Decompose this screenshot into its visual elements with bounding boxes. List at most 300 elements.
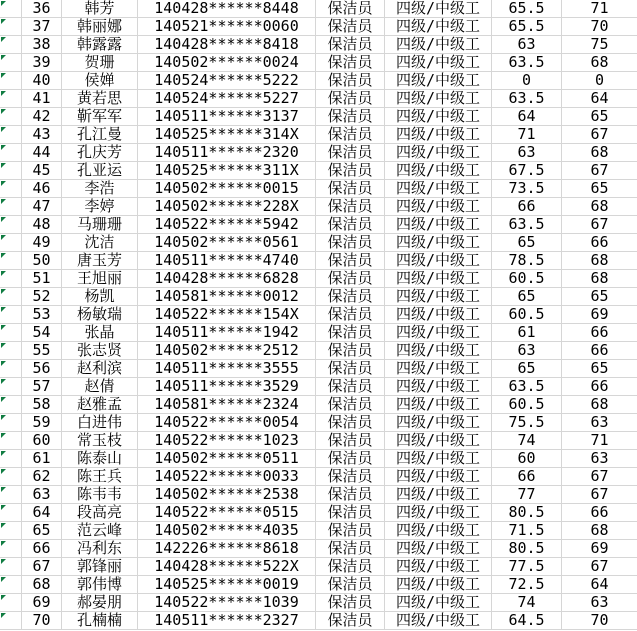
score2-cell[interactable]: 65: [562, 288, 637, 306]
error-indicator-triangle-icon: [1, 433, 6, 438]
score2-cell[interactable]: 63: [562, 450, 637, 468]
score2-cell[interactable]: 68: [562, 54, 637, 72]
name-cell[interactable]: 贺珊: [62, 54, 138, 72]
score1-cell[interactable]: 63: [492, 144, 562, 162]
name-cell[interactable]: 孔庆芳: [62, 144, 138, 162]
flag-cell[interactable]: [0, 216, 22, 234]
row-number-cell[interactable]: 64: [22, 504, 62, 522]
flag-cell[interactable]: [0, 558, 22, 576]
row-number-cell[interactable]: 59: [22, 414, 62, 432]
id-number-cell[interactable]: 140522******1039: [138, 594, 316, 612]
score2-cell[interactable]: 67: [562, 216, 637, 234]
job-title-cell[interactable]: 保洁员: [316, 342, 385, 360]
score2-cell[interactable]: 68: [562, 270, 637, 288]
score1-cell[interactable]: 67.5: [492, 162, 562, 180]
name-cell[interactable]: 黄若思: [62, 90, 138, 108]
name-cell[interactable]: 王旭丽: [62, 270, 138, 288]
row-number-cell[interactable]: 48: [22, 216, 62, 234]
row-number-cell[interactable]: 44: [22, 144, 62, 162]
row-number-cell[interactable]: 37: [22, 18, 62, 36]
score1-cell[interactable]: 77: [492, 486, 562, 504]
name-cell[interactable]: 郝晏朋: [62, 594, 138, 612]
row-number-cell[interactable]: 50: [22, 252, 62, 270]
job-title-cell[interactable]: 保洁员: [316, 450, 385, 468]
score1-cell[interactable]: 65: [492, 360, 562, 378]
id-number-cell[interactable]: 140511******3529: [138, 378, 316, 396]
level-cell[interactable]: 四级/中级工: [385, 180, 492, 198]
level-cell[interactable]: 四级/中级工: [385, 36, 492, 54]
table-row: [0, 414, 637, 432]
id-number-cell[interactable]: 140502******0511: [138, 450, 316, 468]
score1-cell[interactable]: 60.5: [492, 270, 562, 288]
level-cell[interactable]: 四级/中级工: [385, 540, 492, 558]
job-title-cell[interactable]: 保洁员: [316, 288, 385, 306]
table-row: [0, 126, 637, 144]
job-title-cell[interactable]: 保洁员: [316, 378, 385, 396]
score1-cell[interactable]: 65: [492, 288, 562, 306]
id-number-cell[interactable]: 140511******4740: [138, 252, 316, 270]
flag-cell[interactable]: [0, 18, 22, 36]
row-number-cell[interactable]: 55: [22, 342, 62, 360]
score2-cell[interactable]: 68: [562, 396, 637, 414]
level-cell[interactable]: 四级/中级工: [385, 90, 492, 108]
id-number-cell[interactable]: 140511******3137: [138, 108, 316, 126]
job-title-cell[interactable]: 保洁员: [316, 486, 385, 504]
job-title-cell[interactable]: 保洁员: [316, 612, 385, 630]
score2-cell[interactable]: 68: [562, 522, 637, 540]
row-number-cell[interactable]: 53: [22, 306, 62, 324]
id-number-cell[interactable]: 140428******522X: [138, 558, 316, 576]
job-title-cell[interactable]: 保洁员: [316, 198, 385, 216]
flag-cell[interactable]: [0, 0, 22, 18]
name-cell[interactable]: 陈王兵: [62, 468, 138, 486]
row-number-cell[interactable]: 57: [22, 378, 62, 396]
level-cell[interactable]: 四级/中级工: [385, 18, 492, 36]
name-cell[interactable]: 白进伟: [62, 414, 138, 432]
row-number-cell[interactable]: 54: [22, 324, 62, 342]
row-number-cell[interactable]: 39: [22, 54, 62, 72]
name-cell[interactable]: 李婷: [62, 198, 138, 216]
score1-cell[interactable]: 63.5: [492, 216, 562, 234]
score1-cell[interactable]: 63.5: [492, 378, 562, 396]
flag-cell[interactable]: [0, 342, 22, 360]
level-cell[interactable]: 四级/中级工: [385, 594, 492, 612]
row-number-cell[interactable]: 51: [22, 270, 62, 288]
flag-cell[interactable]: [0, 90, 22, 108]
score2-cell[interactable]: 68: [562, 252, 637, 270]
job-title-cell[interactable]: 保洁员: [316, 360, 385, 378]
flag-cell[interactable]: [0, 576, 22, 594]
level-cell[interactable]: 四级/中级工: [385, 72, 492, 90]
score1-cell[interactable]: 64.5: [492, 612, 562, 630]
score1-cell[interactable]: 77.5: [492, 558, 562, 576]
flag-cell[interactable]: [0, 612, 22, 630]
job-title-cell[interactable]: 保洁员: [316, 270, 385, 288]
flag-cell[interactable]: [0, 432, 22, 450]
job-title-cell[interactable]: 保洁员: [316, 324, 385, 342]
id-number-cell[interactable]: 140511******1942: [138, 324, 316, 342]
score2-cell[interactable]: 67: [562, 468, 637, 486]
score2-cell[interactable]: 65: [562, 180, 637, 198]
error-indicator-triangle-icon: [1, 19, 6, 24]
row-number-cell[interactable]: 40: [22, 72, 62, 90]
name-cell[interactable]: 韩露露: [62, 36, 138, 54]
score2-cell[interactable]: 69: [562, 540, 637, 558]
score1-cell[interactable]: 63: [492, 342, 562, 360]
id-number-cell[interactable]: 140428******8448: [138, 0, 316, 18]
score1-cell[interactable]: 61: [492, 324, 562, 342]
name-cell[interactable]: 靳军军: [62, 108, 138, 126]
name-cell[interactable]: 赵利滨: [62, 360, 138, 378]
score2-cell[interactable]: 71: [562, 0, 637, 18]
flag-cell[interactable]: [0, 414, 22, 432]
job-title-cell[interactable]: 保洁员: [316, 54, 385, 72]
flag-cell[interactable]: [0, 396, 22, 414]
row-number-cell[interactable]: 45: [22, 162, 62, 180]
row-number-cell[interactable]: 66: [22, 540, 62, 558]
error-indicator-triangle-icon: [1, 613, 6, 618]
level-cell[interactable]: 四级/中级工: [385, 234, 492, 252]
flag-cell[interactable]: [0, 450, 22, 468]
table-row: [0, 396, 637, 414]
score2-cell[interactable]: 65: [562, 360, 637, 378]
level-cell[interactable]: 四级/中级工: [385, 360, 492, 378]
job-title-cell[interactable]: 保洁员: [316, 18, 385, 36]
id-number-cell[interactable]: 140525******0019: [138, 576, 316, 594]
flag-cell[interactable]: [0, 252, 22, 270]
error-indicator-triangle-icon: [1, 109, 6, 114]
score2-cell[interactable]: 68: [562, 198, 637, 216]
flag-cell[interactable]: [0, 54, 22, 72]
name-cell[interactable]: 杨敏瑞: [62, 306, 138, 324]
table-row: [0, 378, 637, 396]
job-title-cell[interactable]: 保洁员: [316, 468, 385, 486]
score1-cell[interactable]: 71: [492, 126, 562, 144]
table-row: [0, 198, 637, 216]
error-indicator-triangle-icon: [1, 91, 6, 96]
id-number-cell[interactable]: 140502******0015: [138, 180, 316, 198]
flag-cell[interactable]: [0, 594, 22, 612]
score1-cell[interactable]: 78.5: [492, 252, 562, 270]
row-number-cell[interactable]: 46: [22, 180, 62, 198]
level-cell[interactable]: 四级/中级工: [385, 450, 492, 468]
score1-cell[interactable]: 74: [492, 432, 562, 450]
name-cell[interactable]: 陈泰山: [62, 450, 138, 468]
level-cell[interactable]: 四级/中级工: [385, 576, 492, 594]
level-cell[interactable]: 四级/中级工: [385, 144, 492, 162]
name-cell[interactable]: 孔江曼: [62, 126, 138, 144]
job-title-cell[interactable]: 保洁员: [316, 144, 385, 162]
name-cell[interactable]: 郭锋丽: [62, 558, 138, 576]
level-cell[interactable]: 四级/中级工: [385, 558, 492, 576]
id-number-cell[interactable]: 140522******154X: [138, 306, 316, 324]
score2-cell[interactable]: 68: [562, 144, 637, 162]
row-number-cell[interactable]: 41: [22, 90, 62, 108]
error-indicator-triangle-icon: [1, 343, 6, 348]
flag-cell[interactable]: [0, 144, 22, 162]
job-title-cell[interactable]: 保洁员: [316, 594, 385, 612]
score1-cell[interactable]: 73.5: [492, 180, 562, 198]
flag-cell[interactable]: [0, 522, 22, 540]
id-number-cell[interactable]: 140502******2512: [138, 342, 316, 360]
score1-cell[interactable]: 80.5: [492, 504, 562, 522]
name-cell[interactable]: 韩芳: [62, 0, 138, 18]
flag-cell[interactable]: [0, 288, 22, 306]
table-row: [0, 234, 637, 252]
name-cell[interactable]: 马珊珊: [62, 216, 138, 234]
row-number-cell[interactable]: 63: [22, 486, 62, 504]
flag-cell[interactable]: [0, 486, 22, 504]
score1-cell[interactable]: 63: [492, 36, 562, 54]
job-title-cell[interactable]: 保洁员: [316, 522, 385, 540]
score2-cell[interactable]: 67: [562, 126, 637, 144]
level-cell[interactable]: 四级/中级工: [385, 396, 492, 414]
score1-cell[interactable]: 65.5: [492, 18, 562, 36]
id-number-cell[interactable]: 140581******0012: [138, 288, 316, 306]
row-number-cell[interactable]: 43: [22, 126, 62, 144]
score1-cell[interactable]: 60.5: [492, 306, 562, 324]
score1-cell[interactable]: 64: [492, 108, 562, 126]
table-row: [0, 360, 637, 378]
id-number-cell[interactable]: 140511******3555: [138, 360, 316, 378]
job-title-cell[interactable]: 保洁员: [316, 72, 385, 90]
flag-cell[interactable]: [0, 306, 22, 324]
row-number-cell[interactable]: 52: [22, 288, 62, 306]
name-cell[interactable]: 郭伟博: [62, 576, 138, 594]
row-number-cell[interactable]: 49: [22, 234, 62, 252]
score1-cell[interactable]: 60: [492, 450, 562, 468]
flag-cell[interactable]: [0, 504, 22, 522]
name-cell[interactable]: 常玉枝: [62, 432, 138, 450]
row-number-cell[interactable]: 58: [22, 396, 62, 414]
score2-cell[interactable]: 64: [562, 576, 637, 594]
score1-cell[interactable]: 63.5: [492, 54, 562, 72]
row-number-cell[interactable]: 38: [22, 36, 62, 54]
score1-cell[interactable]: 0: [492, 72, 562, 90]
id-number-cell[interactable]: 140524******5227: [138, 90, 316, 108]
id-number-cell[interactable]: 140521******0060: [138, 18, 316, 36]
job-title-cell[interactable]: 保洁员: [316, 180, 385, 198]
flag-cell[interactable]: [0, 324, 22, 342]
row-number-cell[interactable]: 47: [22, 198, 62, 216]
job-title-cell[interactable]: 保洁员: [316, 414, 385, 432]
flag-cell[interactable]: [0, 378, 22, 396]
flag-cell[interactable]: [0, 234, 22, 252]
score2-cell[interactable]: 67: [562, 558, 637, 576]
score1-cell[interactable]: 66: [492, 198, 562, 216]
id-number-cell[interactable]: 140581******2324: [138, 396, 316, 414]
flag-cell[interactable]: [0, 270, 22, 288]
level-cell[interactable]: 四级/中级工: [385, 414, 492, 432]
score2-cell[interactable]: 67: [562, 162, 637, 180]
id-number-cell[interactable]: 140524******5222: [138, 72, 316, 90]
row-number-cell[interactable]: 65: [22, 522, 62, 540]
score1-cell[interactable]: 74: [492, 594, 562, 612]
level-cell[interactable]: 四级/中级工: [385, 306, 492, 324]
flag-cell[interactable]: [0, 198, 22, 216]
flag-cell[interactable]: [0, 180, 22, 198]
level-cell[interactable]: 四级/中级工: [385, 522, 492, 540]
flag-cell[interactable]: [0, 72, 22, 90]
id-number-cell[interactable]: 140522******5942: [138, 216, 316, 234]
score2-cell[interactable]: 66: [562, 342, 637, 360]
row-number-cell[interactable]: 68: [22, 576, 62, 594]
name-cell[interactable]: 孔楠楠: [62, 612, 138, 630]
name-cell[interactable]: 张晶: [62, 324, 138, 342]
id-number-cell[interactable]: 140502******2538: [138, 486, 316, 504]
score2-cell[interactable]: 63: [562, 594, 637, 612]
score2-cell[interactable]: 66: [562, 504, 637, 522]
id-number-cell[interactable]: 140502******0561: [138, 234, 316, 252]
score1-cell[interactable]: 66: [492, 468, 562, 486]
level-cell[interactable]: 四级/中级工: [385, 378, 492, 396]
job-title-cell[interactable]: 保洁员: [316, 576, 385, 594]
id-number-cell[interactable]: 140502******0024: [138, 54, 316, 72]
name-cell[interactable]: 范云峰: [62, 522, 138, 540]
job-title-cell[interactable]: 保洁员: [316, 306, 385, 324]
level-cell[interactable]: 四级/中级工: [385, 252, 492, 270]
score2-cell[interactable]: 66: [562, 378, 637, 396]
job-title-cell[interactable]: 保洁员: [316, 36, 385, 54]
name-cell[interactable]: 陈韦韦: [62, 486, 138, 504]
level-cell[interactable]: 四级/中级工: [385, 432, 492, 450]
name-cell[interactable]: 冯利东: [62, 540, 138, 558]
table-row: [0, 486, 637, 504]
level-cell[interactable]: 四级/中级工: [385, 612, 492, 630]
score2-cell[interactable]: 64: [562, 90, 637, 108]
level-cell[interactable]: 四级/中级工: [385, 54, 492, 72]
score1-cell[interactable]: 72.5: [492, 576, 562, 594]
score2-cell[interactable]: 75: [562, 36, 637, 54]
table-row: [0, 180, 637, 198]
level-cell[interactable]: 四级/中级工: [385, 342, 492, 360]
name-cell[interactable]: 张志贤: [62, 342, 138, 360]
level-cell[interactable]: 四级/中级工: [385, 198, 492, 216]
job-title-cell[interactable]: 保洁员: [316, 396, 385, 414]
id-number-cell[interactable]: 140502******4035: [138, 522, 316, 540]
score2-cell[interactable]: 65: [562, 108, 637, 126]
score2-cell[interactable]: 70: [562, 18, 637, 36]
id-number-cell[interactable]: 140525******314X: [138, 126, 316, 144]
score2-cell[interactable]: 66: [562, 234, 637, 252]
table-row: [0, 504, 637, 522]
row-number-cell[interactable]: 36: [22, 0, 62, 18]
flag-cell[interactable]: [0, 36, 22, 54]
row-number-cell[interactable]: 70: [22, 612, 62, 630]
job-title-cell[interactable]: 保洁员: [316, 216, 385, 234]
id-number-cell[interactable]: 140428******6828: [138, 270, 316, 288]
id-number-cell[interactable]: 140511******2327: [138, 612, 316, 630]
table-row: [0, 0, 637, 18]
score2-cell[interactable]: 71: [562, 432, 637, 450]
job-title-cell[interactable]: 保洁员: [316, 0, 385, 18]
level-cell[interactable]: 四级/中级工: [385, 270, 492, 288]
level-cell[interactable]: 四级/中级工: [385, 162, 492, 180]
row-number-cell[interactable]: 69: [22, 594, 62, 612]
score1-cell[interactable]: 60.5: [492, 396, 562, 414]
table-row: [0, 144, 637, 162]
flag-cell[interactable]: [0, 162, 22, 180]
id-number-cell[interactable]: 140511******2320: [138, 144, 316, 162]
name-cell[interactable]: 李浩: [62, 180, 138, 198]
score2-cell[interactable]: 0: [562, 72, 637, 90]
job-title-cell[interactable]: 保洁员: [316, 252, 385, 270]
id-number-cell[interactable]: 140522******0515: [138, 504, 316, 522]
level-cell[interactable]: 四级/中级工: [385, 468, 492, 486]
score1-cell[interactable]: 65.5: [492, 0, 562, 18]
level-cell[interactable]: 四级/中级工: [385, 504, 492, 522]
score2-cell[interactable]: 70: [562, 612, 637, 630]
job-title-cell[interactable]: 保洁员: [316, 504, 385, 522]
score1-cell[interactable]: 71.5: [492, 522, 562, 540]
score2-cell[interactable]: 66: [562, 324, 637, 342]
level-cell[interactable]: 四级/中级工: [385, 0, 492, 18]
name-cell[interactable]: 赵雅孟: [62, 396, 138, 414]
error-indicator-triangle-icon: [1, 487, 6, 492]
row-number-cell[interactable]: 42: [22, 108, 62, 126]
job-title-cell[interactable]: 保洁员: [316, 558, 385, 576]
name-cell[interactable]: 沈洁: [62, 234, 138, 252]
score1-cell[interactable]: 75.5: [492, 414, 562, 432]
id-number-cell[interactable]: 140522******0033: [138, 468, 316, 486]
score1-cell[interactable]: 63.5: [492, 90, 562, 108]
job-title-cell[interactable]: 保洁员: [316, 432, 385, 450]
job-title-cell[interactable]: 保洁员: [316, 126, 385, 144]
id-number-cell[interactable]: 140502******228X: [138, 198, 316, 216]
name-cell[interactable]: 杨凯: [62, 288, 138, 306]
name-cell[interactable]: 唐玉芳: [62, 252, 138, 270]
job-title-cell[interactable]: 保洁员: [316, 90, 385, 108]
row-number-cell[interactable]: 67: [22, 558, 62, 576]
row-number-cell[interactable]: 61: [22, 450, 62, 468]
id-number-cell[interactable]: 142226******8618: [138, 540, 316, 558]
id-number-cell[interactable]: 140522******0054: [138, 414, 316, 432]
name-cell[interactable]: 段高亮: [62, 504, 138, 522]
score1-cell[interactable]: 80.5: [492, 540, 562, 558]
level-cell[interactable]: 四级/中级工: [385, 288, 492, 306]
job-title-cell[interactable]: 保洁员: [316, 108, 385, 126]
level-cell[interactable]: 四级/中级工: [385, 216, 492, 234]
flag-cell[interactable]: [0, 540, 22, 558]
name-cell[interactable]: 韩丽娜: [62, 18, 138, 36]
level-cell[interactable]: 四级/中级工: [385, 486, 492, 504]
job-title-cell[interactable]: 保洁员: [316, 540, 385, 558]
job-title-cell[interactable]: 保洁员: [316, 162, 385, 180]
name-cell[interactable]: 侯婵: [62, 72, 138, 90]
table-row: [0, 468, 637, 486]
flag-cell[interactable]: [0, 108, 22, 126]
score2-cell[interactable]: 69: [562, 306, 637, 324]
row-number-cell[interactable]: 62: [22, 468, 62, 486]
level-cell[interactable]: 四级/中级工: [385, 126, 492, 144]
id-number-cell[interactable]: 140522******1023: [138, 432, 316, 450]
level-cell[interactable]: 四级/中级工: [385, 108, 492, 126]
row-number-cell[interactable]: 60: [22, 432, 62, 450]
score2-cell[interactable]: 63: [562, 414, 637, 432]
name-cell[interactable]: 赵倩: [62, 378, 138, 396]
score1-cell[interactable]: 65: [492, 234, 562, 252]
job-title-cell[interactable]: 保洁员: [316, 234, 385, 252]
name-cell[interactable]: 孔亚运: [62, 162, 138, 180]
flag-cell[interactable]: [0, 360, 22, 378]
level-cell[interactable]: 四级/中级工: [385, 324, 492, 342]
flag-cell[interactable]: [0, 126, 22, 144]
row-number-cell[interactable]: 56: [22, 360, 62, 378]
id-number-cell[interactable]: 140428******8418: [138, 36, 316, 54]
id-number-cell[interactable]: 140525******311X: [138, 162, 316, 180]
flag-cell[interactable]: [0, 468, 22, 486]
score2-cell[interactable]: 67: [562, 486, 637, 504]
